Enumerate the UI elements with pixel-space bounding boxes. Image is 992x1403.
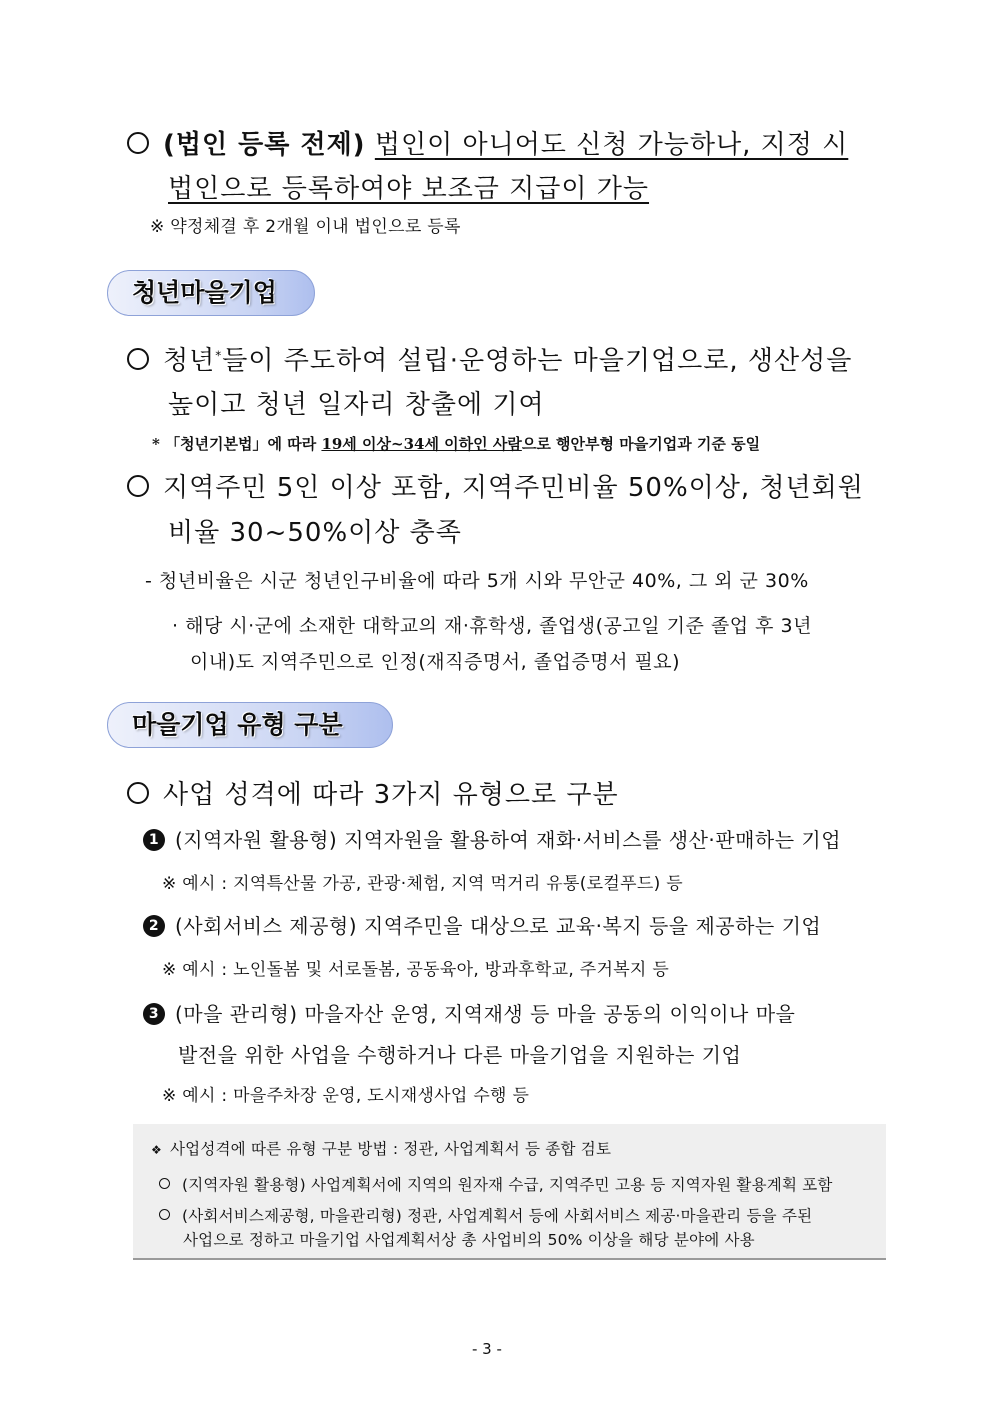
type-label: (지역자원 활용형) — [175, 828, 338, 852]
type-example: ※ 예시 : 지역특산물 가공, 관광·체험, 지역 먹거리 유통(로컬푸드) 등 — [162, 874, 683, 894]
item-text-continued: 비율 30~50%이상 충족 — [168, 518, 462, 548]
type-item-3 — [143, 998, 795, 1027]
number-2-icon: 2 — [143, 915, 165, 937]
type-label: (사회서비스 제공형) — [175, 914, 358, 938]
footnote-text-b: 으로 행안부형 마을기업과 기준 동일 — [521, 435, 761, 453]
dot-item-continued: 이내)도 지역주민으로 인정(재직증명서, 졸업증명서 필요) — [190, 651, 681, 673]
circle-bullet-icon — [127, 475, 149, 497]
number-1-icon: 1 — [143, 829, 165, 851]
list-item-corporation — [127, 124, 848, 161]
item-text-b: 들이 주도하여 설립·운영하는 마을기업으로, 생산성을 — [222, 346, 853, 376]
type-item-2 — [143, 910, 821, 939]
item-text-a: 청년 — [163, 346, 216, 376]
section-title-youth: 청년마을기업 — [107, 270, 315, 316]
type-desc: 지역주민을 대상으로 교육·복지 등을 제공하는 기업 — [363, 914, 822, 938]
note-box — [133, 1124, 886, 1260]
note-box-line-2 — [159, 1204, 812, 1226]
small-circle-bullet-icon — [159, 1178, 170, 1189]
type-desc-continued: 발전을 위한 사업을 수행하거나 다른 마을기업을 지원하는 기업 — [178, 1043, 742, 1067]
footnote-marker: * — [215, 348, 223, 363]
item-text: 지역주민 5인 이상 포함, 지역주민비율 50%이상, 청년회원 — [163, 473, 864, 503]
type-desc: 지역자원을 활용하여 재화·서비스를 생산·판매하는 기업 — [344, 828, 842, 852]
note-box-line-1 — [159, 1173, 833, 1195]
note: ※ 약정체결 후 2개월 이내 법인으로 등록 — [150, 217, 461, 237]
footnote-emphasis: 19세 이상~34세 이하인 사람 — [321, 435, 522, 453]
section-title-types: 마을기업 유형 구분 — [107, 702, 393, 748]
list-item-youth-intro — [127, 340, 852, 377]
item-text-continued: 높이고 청년 일자리 창출에 기여 — [168, 390, 545, 420]
circle-bullet-icon — [127, 132, 149, 154]
type-item-1 — [143, 824, 841, 853]
type-example: ※ 예시 : 노인돌봄 및 서로돌봄, 공동육아, 방과후학교, 주거복지 등 — [162, 960, 670, 980]
circle-bullet-icon — [127, 782, 149, 804]
item-label: (법인 등록 전제) — [163, 130, 366, 160]
dash-item: - 청년비율은 시군 청년인구비율에 따라 5개 시와 무안군 40%, 그 외 군 30% — [145, 570, 809, 592]
footnote — [152, 433, 760, 454]
type-desc: 마을자산 운영, 지역재생 등 마을 공동의 이익이나 마을 — [304, 1002, 796, 1026]
type-example: ※ 예시 : 마을주차장 운영, 도시재생사업 수행 등 — [162, 1086, 530, 1106]
list-item-residents — [127, 467, 864, 504]
type-label: (마을 관리형) — [175, 1002, 298, 1026]
circle-bullet-icon — [127, 348, 149, 370]
list-item-types-intro — [127, 774, 619, 811]
number-3-icon: 3 — [143, 1003, 165, 1025]
diamond-bullet-icon: ❖ — [151, 1143, 162, 1157]
item-text-continued: 법인으로 등록하여야 보조금 지급이 가능 — [168, 174, 650, 204]
dot-item: · 해당 시·군에 소재한 대학교의 재·휴학생, 졸업생(공고일 기준 졸업 후 3년 — [172, 615, 812, 637]
note-box-heading — [151, 1137, 611, 1159]
page-number: - 3 - — [472, 1340, 502, 1358]
note-box-line-text: (지역자원 활용형) 사업계획서에 지역의 원자재 수급, 지역주민 고용 등 지역자원 활용계획 포함 — [182, 1176, 833, 1194]
item-text: 법인이 아니어도 신청 가능하나, 지정 시 — [374, 130, 849, 160]
note-box-heading-text: 사업성격에 따른 유형 구분 방법 : 정관, 사업계획서 등 종합 검토 — [169, 1140, 612, 1158]
item-text: 사업 성격에 따라 3가지 유형으로 구분 — [163, 780, 619, 810]
note-box-line-3: 사업으로 정하고 마을기업 사업계획서상 총 사업비의 50% 이상을 해당 분야에 사용 — [183, 1231, 755, 1249]
note-box-line-text: (사회서비스제공형, 마을관리형) 정관, 사업계획서 등에 사회서비스 제공·마을관리 등을 주된 — [182, 1207, 813, 1225]
small-circle-bullet-icon — [159, 1209, 170, 1220]
footnote-text-a: * 「청년기본법」에 따라 — [152, 435, 322, 453]
